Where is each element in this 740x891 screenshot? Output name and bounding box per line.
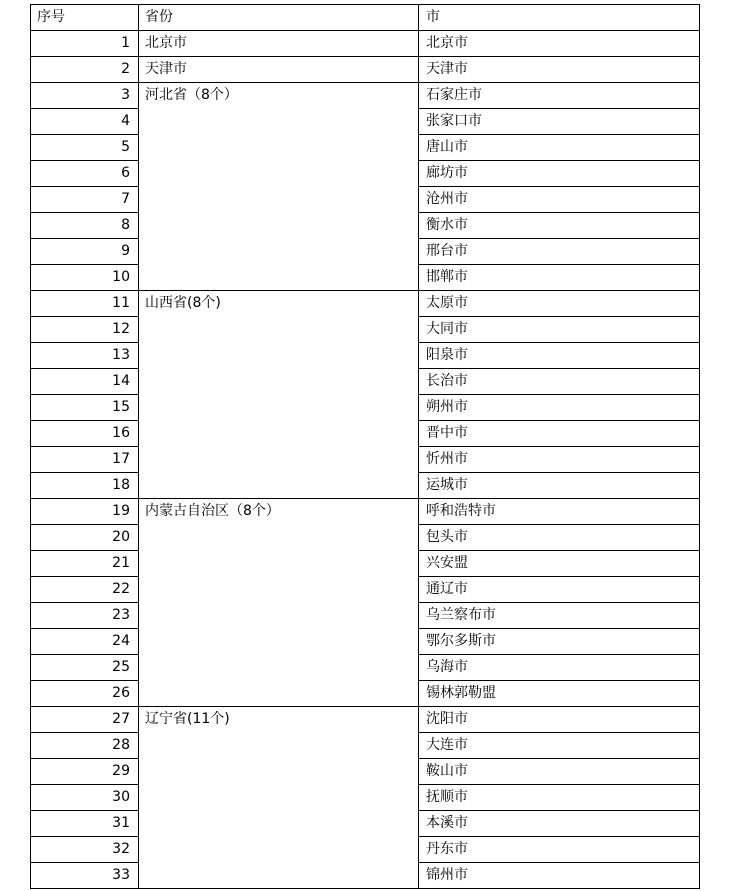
seq-cell: 22: [31, 577, 139, 603]
seq-cell: 19: [31, 499, 139, 525]
city-cell: 沈阳市: [419, 707, 700, 733]
seq-cell: 30: [31, 785, 139, 811]
province-cell: 北京市: [139, 31, 419, 57]
city-cell: 呼和浩特市: [419, 499, 700, 525]
province-cell: 天津市: [139, 57, 419, 83]
seq-cell: 26: [31, 681, 139, 707]
city-cell: 太原市: [419, 291, 700, 317]
seq-cell: 21: [31, 551, 139, 577]
table-row: [31, 707, 700, 733]
city-cell: 唐山市: [419, 135, 700, 161]
city-table: [30, 4, 700, 889]
city-cell: 天津市: [419, 57, 700, 83]
city-cell: 朔州市: [419, 395, 700, 421]
seq-cell: 4: [31, 109, 139, 135]
seq-cell: 11: [31, 291, 139, 317]
city-cell: 石家庄市: [419, 83, 700, 109]
table-row: [31, 291, 700, 317]
city-cell: 廊坊市: [419, 161, 700, 187]
seq-cell: 16: [31, 421, 139, 447]
seq-cell: 29: [31, 759, 139, 785]
header-seq: 序号: [31, 5, 139, 31]
seq-cell: 2: [31, 57, 139, 83]
seq-cell: 32: [31, 837, 139, 863]
city-cell: 邯郸市: [419, 265, 700, 291]
city-cell: 大同市: [419, 317, 700, 343]
seq-cell: 14: [31, 369, 139, 395]
city-cell: 忻州市: [419, 447, 700, 473]
city-cell: 通辽市: [419, 577, 700, 603]
city-cell: 长治市: [419, 369, 700, 395]
table-row: [31, 499, 700, 525]
seq-cell: 25: [31, 655, 139, 681]
province-cell: 河北省（8个）: [139, 83, 419, 291]
city-cell: 兴安盟: [419, 551, 700, 577]
city-cell: 抚顺市: [419, 785, 700, 811]
city-cell: 邢台市: [419, 239, 700, 265]
seq-cell: 6: [31, 161, 139, 187]
seq-cell: 3: [31, 83, 139, 109]
city-cell: 大连市: [419, 733, 700, 759]
province-cell: 山西省(8个): [139, 291, 419, 499]
city-cell: 丹东市: [419, 837, 700, 863]
table-row: [31, 57, 700, 83]
seq-cell: 20: [31, 525, 139, 551]
seq-cell: 24: [31, 629, 139, 655]
city-cell: 乌兰察布市: [419, 603, 700, 629]
city-cell: 北京市: [419, 31, 700, 57]
seq-cell: 27: [31, 707, 139, 733]
city-cell: 鄂尔多斯市: [419, 629, 700, 655]
seq-cell: 10: [31, 265, 139, 291]
city-cell: 锦州市: [419, 863, 700, 889]
city-cell: 衡水市: [419, 213, 700, 239]
seq-cell: 23: [31, 603, 139, 629]
header-row: [31, 5, 700, 31]
table-row: [31, 83, 700, 109]
seq-cell: 7: [31, 187, 139, 213]
city-cell: 阳泉市: [419, 343, 700, 369]
header-city: 市: [419, 5, 700, 31]
seq-cell: 13: [31, 343, 139, 369]
city-cell: 锡林郭勒盟: [419, 681, 700, 707]
city-cell: 晋中市: [419, 421, 700, 447]
city-cell: 本溪市: [419, 811, 700, 837]
seq-cell: 9: [31, 239, 139, 265]
city-cell: 鞍山市: [419, 759, 700, 785]
city-cell: 包头市: [419, 525, 700, 551]
city-cell: 沧州市: [419, 187, 700, 213]
seq-cell: 18: [31, 473, 139, 499]
seq-cell: 1: [31, 31, 139, 57]
seq-cell: 28: [31, 733, 139, 759]
city-cell: 运城市: [419, 473, 700, 499]
seq-cell: 12: [31, 317, 139, 343]
seq-cell: 17: [31, 447, 139, 473]
seq-cell: 8: [31, 213, 139, 239]
table-body: [31, 5, 700, 889]
seq-cell: 15: [31, 395, 139, 421]
header-province: 省份: [139, 5, 419, 31]
seq-cell: 5: [31, 135, 139, 161]
province-cell: 辽宁省(11个): [139, 707, 419, 889]
city-cell: 乌海市: [419, 655, 700, 681]
table-row: [31, 31, 700, 57]
city-cell: 张家口市: [419, 109, 700, 135]
seq-cell: 33: [31, 863, 139, 889]
province-cell: 内蒙古自治区（8个）: [139, 499, 419, 707]
seq-cell: 31: [31, 811, 139, 837]
